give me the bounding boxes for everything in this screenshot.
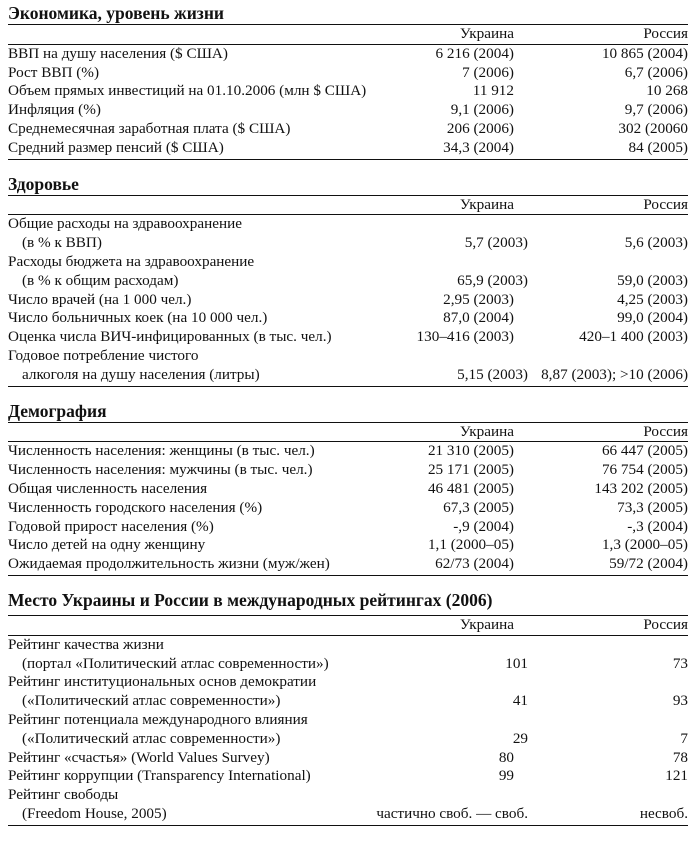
value-russia: 59/72 (2004) (609, 555, 688, 573)
section-title: Место Украины и России в международных рейтингах (2006) (8, 589, 493, 610)
table-header (8, 196, 688, 215)
column-ukraine: Украина (459, 615, 514, 633)
value-russia: 78 (672, 748, 688, 766)
value-ukraine: 1,1 (2000–05) (427, 536, 514, 554)
table-row (8, 767, 688, 786)
table-row (8, 291, 688, 310)
value-ukraine: 11 912 (472, 82, 514, 100)
value-russia: 4,25 (2003) (617, 290, 688, 308)
divider (8, 159, 688, 160)
row-label: алкоголя на душу населения (литры) (22, 365, 260, 383)
row-label: Рейтинг институциональных основ демократии (8, 673, 317, 691)
row-label: Общие расходы на здравоохранение (8, 215, 242, 233)
table-row (8, 139, 688, 158)
row-label: Ожидаемая продолжительность жизни (муж/жен) (8, 555, 330, 573)
value-russia: 76 754 (2005) (601, 461, 688, 479)
table-row (8, 480, 688, 499)
value-ukraine: 99 (498, 767, 514, 785)
value-ukraine: 6 216 (2004) (435, 44, 514, 62)
value-russia: 93 (672, 692, 688, 710)
table-row (8, 328, 688, 347)
table-row (8, 499, 688, 518)
row-label: Рейтинг коррупции (Transparency International) (8, 767, 311, 785)
value-ukraine: 2,95 (2003) (443, 290, 514, 308)
document-page (0, 2, 700, 846)
table-row (8, 82, 688, 101)
value-ukraine: 25 171 (2005) (427, 461, 514, 479)
row-label: Инфляция (%) (8, 101, 101, 119)
value-ukraine: 130–416 (2003) (416, 328, 514, 346)
value-ukraine: -,9 (2004) (453, 517, 514, 535)
table-row (8, 692, 688, 711)
table-row (8, 786, 688, 805)
divider (8, 825, 688, 826)
table-row (8, 234, 688, 253)
value-russia: 302 (20060 (618, 119, 688, 137)
row-label: (Freedom House, 2005) (22, 804, 167, 822)
row-label: (в % к общим расходам) (22, 271, 179, 289)
table-header (8, 616, 688, 635)
value-ukraine: 21 310 (2005) (427, 442, 514, 460)
table-row (8, 64, 688, 83)
value-russia: 73 (672, 654, 688, 672)
value-russia: 84 (2005) (628, 138, 688, 156)
value-russia: 1,3 (2000–05) (601, 536, 688, 554)
table-row (8, 366, 688, 385)
table-row (8, 636, 688, 655)
section-health (8, 173, 688, 387)
value-ukraine: 67,3 (2005) (443, 498, 514, 516)
value-russia: 8,87 (2003); >10 (2006) (541, 365, 688, 383)
value-russia: 10 865 (2004) (601, 44, 688, 62)
value-russia: несвоб. (639, 804, 688, 822)
value-russia: 420–1 400 (2003) (579, 328, 688, 346)
value-ukraine: 29 (512, 729, 528, 747)
section-title: Здоровье (8, 173, 79, 194)
table-row (8, 347, 688, 366)
column-ukraine: Украина (459, 195, 514, 213)
row-label: Среднемесячная заработная плата ($ США) (8, 119, 291, 137)
row-label: Рейтинг свободы (8, 786, 119, 804)
value-russia: 5,6 (2003) (624, 234, 688, 252)
section-economy (8, 2, 688, 160)
table-header (8, 423, 688, 442)
row-label: Численность населения: мужчины (в тыс. чел.) (8, 461, 313, 479)
value-russia: 59,0 (2003) (617, 271, 688, 289)
table-row (8, 253, 688, 272)
value-russia: 10 268 (646, 82, 688, 100)
section-title: Демография (8, 400, 107, 421)
table-row (8, 673, 688, 692)
value-ukraine: 34,3 (2004) (443, 138, 514, 156)
column-russia: Россия (643, 25, 688, 42)
row-label: Численность городского населения (%) (8, 498, 263, 516)
table-body (8, 45, 688, 158)
table-row (8, 461, 688, 480)
table-row (8, 730, 688, 749)
table-row (8, 555, 688, 574)
value-ukraine: частично своб. — своб. (376, 804, 528, 822)
table-row (8, 536, 688, 555)
value-ukraine: 7 (2006) (462, 63, 514, 81)
row-label: Число детей на одну женщину (8, 536, 206, 554)
value-ukraine: 101 (505, 654, 528, 672)
divider (8, 575, 688, 576)
table-row (8, 711, 688, 730)
table-row (8, 272, 688, 291)
table-row (8, 805, 688, 824)
value-russia: 6,7 (2006) (624, 63, 688, 81)
value-russia: 66 447 (2005) (601, 442, 688, 460)
section-demography (8, 400, 688, 576)
value-ukraine: 206 (2006) (446, 119, 514, 137)
value-ukraine: 62/73 (2004) (435, 555, 514, 573)
row-label: («Политический атлас современности») (22, 729, 281, 747)
row-label: Годовой прирост населения (%) (8, 517, 214, 535)
row-label: Рейтинг потенциала международного влияния (8, 710, 308, 728)
table-body (8, 442, 688, 574)
column-russia: Россия (643, 422, 688, 440)
value-russia: 143 202 (2005) (594, 479, 688, 497)
table-body (8, 215, 688, 384)
row-label: Число врачей (на 1 000 чел.) (8, 290, 192, 308)
value-russia: 73,3 (2005) (617, 498, 688, 516)
row-label: Рейтинг качества жизни (8, 635, 164, 653)
row-label: Рост ВВП (%) (8, 63, 100, 81)
value-ukraine: 80 (498, 748, 514, 766)
value-ukraine: 5,15 (2003) (457, 365, 528, 383)
column-russia: Россия (643, 615, 688, 633)
value-russia: 99,0 (2004) (617, 309, 688, 327)
value-russia: -,3 (2004) (627, 517, 688, 535)
divider (8, 386, 688, 387)
value-ukraine: 87,0 (2004) (443, 309, 514, 327)
column-russia: Россия (643, 195, 688, 213)
value-ukraine: 41 (512, 692, 528, 710)
value-ukraine: 5,7 (2003) (464, 234, 528, 252)
column-ukraine: Украина (459, 25, 514, 42)
table-row (8, 101, 688, 120)
section-title: Экономика, уровень жизни (8, 3, 224, 23)
column-ukraine: Украина (459, 422, 514, 440)
table-header (8, 25, 688, 44)
table-row (8, 215, 688, 234)
row-label: Оценка числа ВИЧ-инфицированных (в тыс. чел.) (8, 328, 332, 346)
row-label: Общая численность населения (8, 479, 208, 497)
table-row (8, 518, 688, 537)
row-label: («Политический атлас современности») (22, 692, 281, 710)
table-row (8, 655, 688, 674)
table-row (8, 120, 688, 139)
value-russia: 7 (680, 729, 688, 747)
table-body (8, 636, 688, 824)
row-label: ВВП на душу населения ($ США) (8, 44, 228, 62)
value-russia: 9,7 (2006) (624, 101, 688, 119)
row-label: Рейтинг «счастья» (World Values Survey) (8, 748, 270, 766)
section-ratings (8, 589, 688, 826)
value-russia: 121 (665, 767, 688, 785)
row-label: Число больничных коек (на 10 000 чел.) (8, 309, 268, 327)
value-ukraine: 65,9 (2003) (457, 271, 528, 289)
row-label: Объем прямых инвестиций на 01.10.2006 (млн $ США) (8, 82, 367, 100)
value-ukraine: 9,1 (2006) (450, 101, 514, 119)
table-row (8, 442, 688, 461)
table-row (8, 749, 688, 768)
value-ukraine: 46 481 (2005) (427, 479, 514, 497)
row-label: Средний размер пенсий ($ США) (8, 138, 224, 156)
table-row (8, 45, 688, 64)
row-label: Численность населения: женщины (в тыс. чел.) (8, 442, 315, 460)
row-label: (портал «Политический атлас современности») (22, 654, 329, 672)
row-label: Годовое потребление чистого (8, 346, 199, 364)
row-label: Расходы бюджета на здравоохранение (8, 252, 255, 270)
row-label: (в % к ВВП) (22, 234, 102, 252)
table-row (8, 309, 688, 328)
